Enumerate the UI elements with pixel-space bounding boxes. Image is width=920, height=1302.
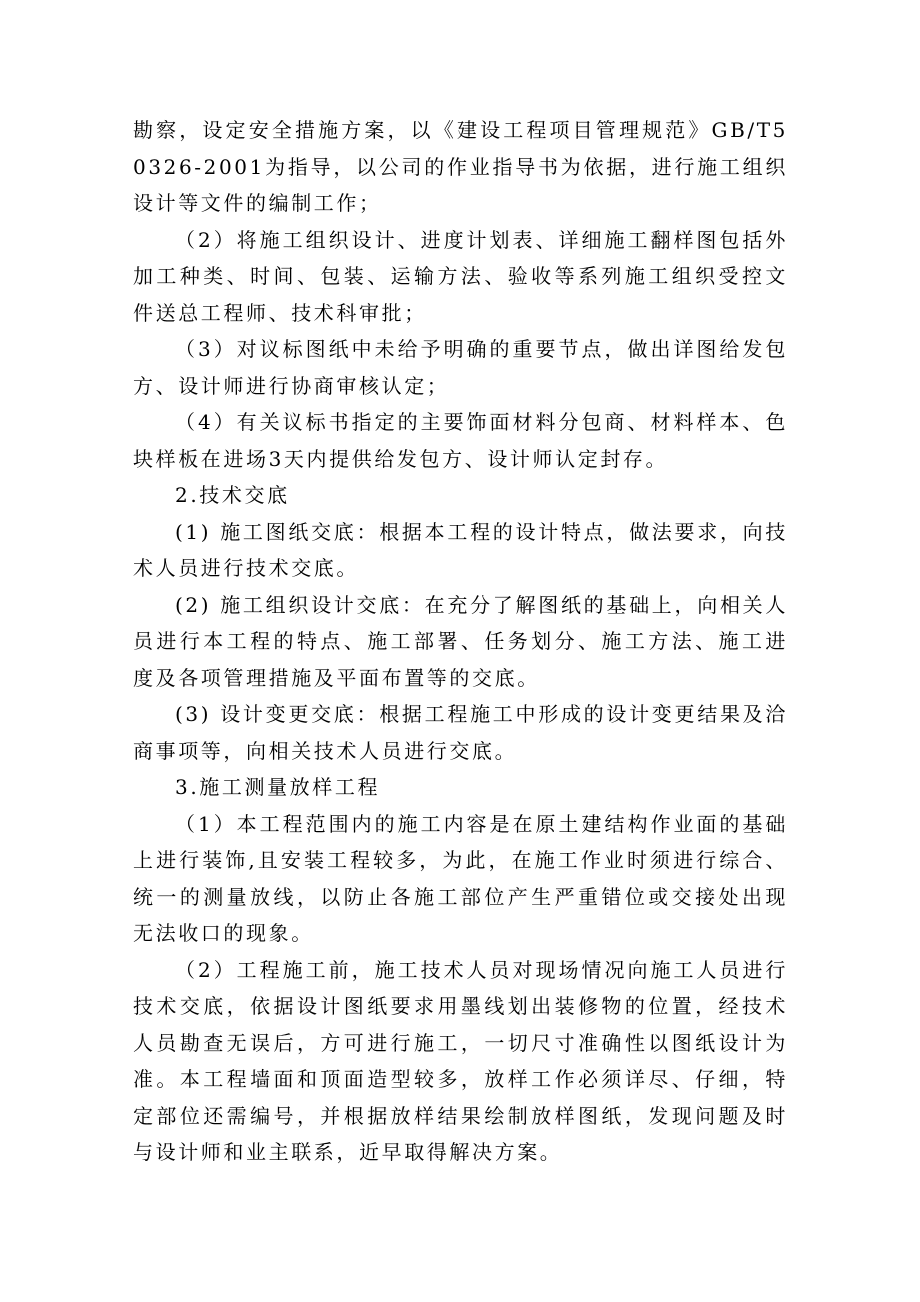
section-heading-technical-briefing: 2.技术交底 <box>175 483 290 507</box>
document-body <box>133 112 788 1171</box>
paragraph-continuation: 勘察，设定安全措施方案，以《建设工程项目管理规范》GB/T50326-2001为指导，以公司的作业指导书为依据，进行施工组织设计等文件的编制工作； <box>133 118 788 215</box>
paragraph-survey-2: （2）工程施工前，施工技术人员对现场情况向施工人员进行技术交底，依据设计图纸要求用墨线划出装修物的位置，经技术人员勘查无误后，方可进行施工，一切尺寸准确性以图纸设计为准。本工程墙面和顶面造型较多，放样工作必须详尽、仔细，特定部位还需编号，并根据放样结果绘制放样图纸，发现问题及时与设计师和业主联系，近早取得解决方案。 <box>133 957 788 1164</box>
paragraph-briefing-3: (3) 设计变更交底：根据工程施工中形成的设计变更结果及洽商事项等，向相关技术人员进行交底。 <box>133 702 788 763</box>
paragraph-briefing-1: (1) 施工图纸交底：根据本工程的设计特点，做法要求，向技术人员进行技术交底。 <box>133 519 788 580</box>
paragraph-briefing-2: (2) 施工组织设计交底：在充分了解图纸的基础上，向相关人员进行本工程的特点、施工部署、任务划分、施工方法、施工进度及各项管理措施及平面布置等的交底。 <box>133 592 788 690</box>
paragraph-survey-1: （1）本工程范围内的施工内容是在原土建结构作业面的基础上进行装饰,且安装工程较多，为此，在施工作业时须进行综合、统一的测量放线，以防止各施工部位产生严重错位或交接处出现无法收口的现象。 <box>133 811 788 945</box>
section-heading-survey-layout: 3.施工测量放样工程 <box>175 775 381 799</box>
paragraph-item-2: （2）将施工组织设计、进度计划表、详细施工翻样图包括外加工种类、时间、包装、运输方法、验收等系列施工组织受控文件送总工程师、技术科审批； <box>133 227 788 325</box>
paragraph-item-4: （4）有关议标书指定的主要饰面材料分包商、材料样本、色块样板在进场3天内提供给发包方、设计师认定封存。 <box>133 410 788 471</box>
paragraph-item-3: （3）对议标图纸中未给予明确的重要节点，做出详图给发包方、设计师进行协商审核认定； <box>133 337 788 398</box>
